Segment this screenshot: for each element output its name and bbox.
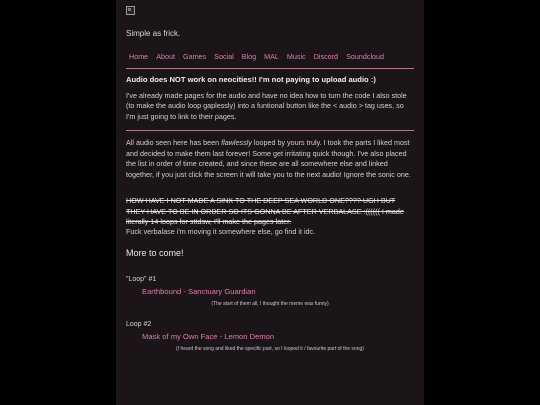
description-paragraph (126, 138, 414, 180)
loop-2-link[interactable]: Mask of my Own Face - Lemon Demon (142, 331, 275, 341)
loop-1-link[interactable]: Earthbound - Sanctuary Guardian (142, 286, 256, 296)
nav-soundcloud-link[interactable]: Soundcloud (346, 52, 385, 61)
verbalase-note: Fuck verbalase i'm moving it somewhere else, go find it idc. (126, 227, 316, 237)
description-emphasis: flawlessly (221, 138, 252, 148)
page-container (116, 0, 424, 405)
nav-games-link[interactable]: Games (182, 52, 207, 61)
intro-paragraph: I've already made pages for the audio and have no idea how to turn the code I also stole (to make the audio loop gaplessly) into a funtional button like the < audio > tag uses, so I'm just going to link to their pages. (126, 91, 407, 121)
nav-discord-link[interactable]: Discord (313, 52, 339, 61)
divider (126, 68, 414, 69)
description-text-start: All audio seen here has been (126, 138, 222, 148)
audio-notice: Audio does NOT work on neocities!! I'm not paying to upload audio :) (126, 75, 376, 84)
nav-about-link[interactable]: About (156, 52, 175, 61)
nav-blog-link[interactable]: Blog (241, 52, 257, 61)
broken-image-icon (126, 6, 135, 15)
struck-through-text: HOW HAVE I NOT MADE A SINK TO THE DEEP SEA WORLD ONE???? UGH BUT THEY HAVE TO BE IN ORDER SO ITS GONNA BE AFTER VERBALASE :(((((( I made literally 14 loops for sttdsw, I'll make the pages later. (126, 196, 404, 226)
nav-social-link[interactable]: Social (214, 52, 234, 61)
loop-2-note: (I heard the song and liked the specific part, so I looped it / favourite part of the song) (176, 345, 364, 352)
loop-2-label: Loop #2 (126, 320, 152, 328)
nav-mal-link[interactable]: MAL (264, 52, 279, 61)
nav-home-link[interactable]: Home (129, 52, 149, 61)
loop-1-note: (The start of them all, I thought the meme was funny) (211, 300, 329, 307)
more-to-come-heading: More to come! (126, 247, 184, 258)
nav-music-link[interactable]: Music (286, 52, 306, 61)
nav-bar (126, 52, 414, 61)
page-content (116, 0, 424, 352)
divider (126, 130, 414, 131)
loop-1-label: "Loop" #1 (126, 275, 157, 283)
description-text-end: looped by yours truly. I took the parts I liked most and decided to make them last forever! Some get irritating quick though. I've also placed the list in order of time created, and since these are all somewhere else and linked together, if you just click the screen it will take you to the next audio! Ignore the sonic one. (126, 138, 411, 179)
site-tagline: Simple as frick. (126, 29, 181, 38)
